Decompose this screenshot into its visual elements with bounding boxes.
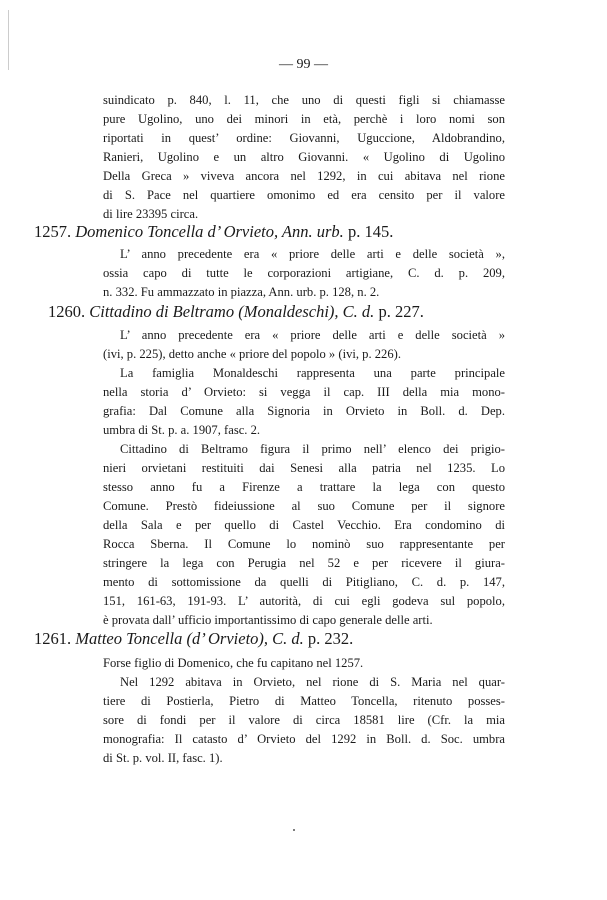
text-line: tiere di Postierla, Pietro di Matteo Toncella, ritenuto posses- <box>103 694 505 708</box>
text-line: La famiglia Monaldeschi rappresenta una parte principale <box>120 366 505 380</box>
text-line: di lire 23395 circa. <box>103 207 199 221</box>
text-line: ossia capo di tutte le corporazioni artigiane, C. d. p. 209, <box>103 266 505 280</box>
entry-title: Cittadino di Beltramo (Monaldeschi), C. d. <box>89 302 375 321</box>
text-line: stesso anno fu a Firenze a trattare la lega con questo <box>103 480 505 494</box>
entry-number: 1257. <box>34 222 72 241</box>
text-line: Rocca Sberna. Il Comune lo nominò suo rappresentante per <box>103 537 505 551</box>
entry-ref: p. 145. <box>343 222 394 241</box>
entry-title: Domenico Toncella d’ Orvieto, Ann. urb. <box>75 222 344 241</box>
text-line: sore di fondi per il valore di circa 18581 lire (Cfr. la mia <box>103 713 505 727</box>
text-line: L’ anno precedente era « priore delle arti e delle società », <box>120 247 505 261</box>
entry-ref: p. 227. <box>374 302 424 321</box>
text-line: nella storia d’ Orvieto: si vegga il cap. III della mia mono- <box>103 385 505 399</box>
text-line: 151, 161-63, 191-93. L’ autorità, di cui egli godeva sul popolo, <box>103 594 505 608</box>
text-line: di St. p. vol. II, fasc. 1). <box>103 751 223 765</box>
text-line: Della Greca » viveva ancora nel 1292, in cui abitava nel rione <box>103 169 505 183</box>
text-line: umbra di St. p. a. 1907, fasc. 2. <box>103 423 261 437</box>
text-line: Forse figlio di Domenico, che fu capitano nel 1257. <box>103 656 364 670</box>
text-line: suindicato p. 840, l. 11, che uno di questi figli si chiamasse <box>103 93 505 107</box>
entry-title: Matteo Toncella (d’ Orvieto), C. d. <box>75 629 304 648</box>
text-line: monografia: Il catasto d’ Orvieto del 1292 in Boll. d. Soc. umbra <box>103 732 505 746</box>
text-line: della Sala e per quello di Castel Vecchio. Era condomino di <box>103 518 505 532</box>
text-line: L’ anno precedente era « priore delle arti e delle società » <box>120 328 505 342</box>
entry-number: 1260. <box>48 302 86 321</box>
text-line: mento di sottomissione da quelli di Pitigliano, C. d. p. 147, <box>103 575 505 589</box>
text-line: Cittadino di Beltramo figura il primo nell’ elenco dei prigio- <box>120 442 505 456</box>
entry-number: 1261. <box>34 629 72 648</box>
text-line: di S. Pace nel quartiere omonimo ed era censito per il valore <box>103 188 505 202</box>
text-line: grafia: Dal Comune alla Signoria in Orvieto in Boll. d. Dep. <box>103 404 505 418</box>
entry-heading <box>34 223 393 241</box>
text-line: n. 332. Fu ammazzato in piazza, Ann. urb. p. 128, n. 2. <box>103 285 380 299</box>
text-line: nieri orvietani restituiti dai Senesi alla patria nel 1235. Lo <box>103 461 505 475</box>
entry-ref: p. 232. <box>303 629 354 648</box>
entry-heading <box>34 630 353 648</box>
entry-heading <box>48 303 424 321</box>
text-line: (ivi, p. 225), detto anche « priore del popolo » (ivi, p. 226). <box>103 347 401 361</box>
scan-speck <box>293 829 295 831</box>
text-line: stringere la lega con Perugia nel 52 e per ricevere il giura- <box>103 556 505 570</box>
page-number: — 99 — <box>279 57 328 72</box>
text-line: Comune. Prestò fideiussione al suo Comune per il signore <box>103 499 505 513</box>
text-line: Nel 1292 abitava in Orvieto, nel rione di S. Maria nel quar- <box>120 675 505 689</box>
text-line: è provata dall’ ufficio importantissimo di capo generale delle arti. <box>103 613 433 627</box>
text-line: Ranieri, Ugolino e un altro Giovanni. « Ugolino di Ugolino <box>103 150 505 164</box>
text-line: pure Ugolino, uno dei minori in età, perchè i loro nomi son <box>103 112 505 126</box>
text-line: riportati in quest’ ordine: Giovanni, Uguccione, Aldobrandino, <box>103 131 505 145</box>
